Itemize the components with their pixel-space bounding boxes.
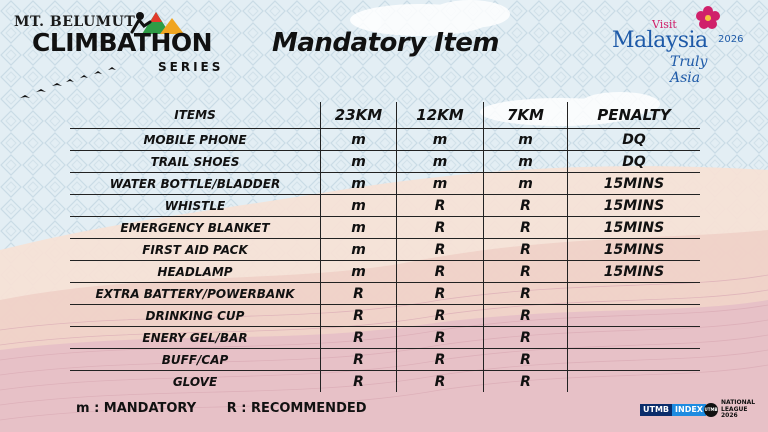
item-7km: m	[484, 129, 568, 151]
birds-icon	[16, 64, 136, 104]
table-row	[70, 129, 700, 151]
item-penalty	[568, 371, 701, 393]
item-penalty: DQ	[568, 151, 701, 173]
item-23km: m	[321, 261, 397, 283]
visit-logo-line2: Malaysia	[612, 28, 708, 53]
item-7km: R	[484, 371, 568, 393]
item-12km: m	[397, 129, 484, 151]
item-name: GLOVE	[70, 371, 321, 393]
visit-malaysia-logo	[604, 4, 744, 86]
utmb-logo-text: UTMB	[640, 404, 672, 416]
nl-line3: 2026	[721, 412, 738, 419]
table-row	[70, 305, 700, 327]
item-7km: R	[484, 305, 568, 327]
item-penalty	[568, 305, 701, 327]
item-name: WATER BOTTLE/BLADDER	[70, 173, 321, 195]
item-7km: R	[484, 239, 568, 261]
header-7km: 7KM	[484, 102, 568, 129]
item-12km: R	[397, 305, 484, 327]
item-name: TRAIL SHOES	[70, 151, 321, 173]
table-row	[70, 327, 700, 349]
item-23km: m	[321, 239, 397, 261]
nl-line1: NATIONAL	[721, 399, 756, 406]
national-league-text	[721, 400, 755, 420]
item-23km: m	[321, 129, 397, 151]
table-header-row	[70, 102, 700, 129]
visit-logo-tagline: Truly Asia	[670, 54, 708, 86]
item-7km: R	[484, 195, 568, 217]
table-row	[70, 151, 700, 173]
item-penalty: DQ	[568, 129, 701, 151]
item-23km: m	[321, 217, 397, 239]
item-12km: R	[397, 239, 484, 261]
visit-logo-line1: Visit	[652, 18, 677, 31]
item-name: EMERGENCY BLANKET	[70, 217, 321, 239]
item-12km: R	[397, 261, 484, 283]
item-penalty: 15MINS	[568, 239, 701, 261]
event-logo	[8, 6, 238, 106]
header-12km: 12KM	[397, 102, 484, 129]
item-7km: m	[484, 173, 568, 195]
legend-recommended: R : RECOMMENDED	[226, 401, 367, 416]
legend-mandatory: m : MANDATORY	[76, 401, 197, 416]
item-penalty	[568, 283, 701, 305]
item-23km: m	[321, 173, 397, 195]
utmb-index-logo	[640, 404, 706, 416]
item-7km: R	[484, 283, 568, 305]
event-logo-line2: CLIMBATHON	[32, 28, 213, 57]
nl-line2: LEAGUE	[721, 405, 748, 413]
item-12km: R	[397, 371, 484, 393]
table-row	[70, 349, 700, 371]
item-23km: m	[321, 151, 397, 173]
table-row	[70, 283, 700, 305]
item-penalty: 15MINS	[568, 173, 701, 195]
table-row	[70, 173, 700, 195]
table-row	[70, 371, 700, 393]
item-12km: R	[397, 217, 484, 239]
item-7km: R	[484, 217, 568, 239]
item-penalty: 15MINS	[568, 261, 701, 283]
item-7km: m	[484, 151, 568, 173]
item-name: WHISTLE	[70, 195, 321, 217]
item-name: DRINKING CUP	[70, 305, 321, 327]
item-12km: R	[397, 349, 484, 371]
item-23km: m	[321, 195, 397, 217]
item-12km: R	[397, 283, 484, 305]
item-penalty: 15MINS	[568, 217, 701, 239]
item-name: HEADLAMP	[70, 261, 321, 283]
item-23km: R	[321, 327, 397, 349]
page-title: Mandatory Item	[272, 28, 500, 58]
item-penalty: 15MINS	[568, 195, 701, 217]
table-row	[70, 261, 700, 283]
national-league-badge: UTMB	[704, 403, 718, 417]
item-penalty	[568, 327, 701, 349]
table-row	[70, 239, 700, 261]
item-name: ENERY GEL/BAR	[70, 327, 321, 349]
index-logo-text: INDEX	[672, 404, 706, 416]
header-23km: 23KM	[321, 102, 397, 129]
legend	[76, 401, 367, 416]
item-7km: R	[484, 349, 568, 371]
header-items: ITEMS	[174, 108, 216, 122]
mandatory-items-table	[70, 102, 700, 392]
item-12km: R	[397, 327, 484, 349]
event-logo-line1: MT. BELUMUT	[14, 14, 136, 30]
item-penalty	[568, 349, 701, 371]
item-name: MOBILE PHONE	[70, 129, 321, 151]
national-league-logo	[704, 400, 755, 420]
visit-logo-year: 2026	[718, 34, 744, 45]
table-row	[70, 217, 700, 239]
item-7km: R	[484, 261, 568, 283]
item-name: EXTRA BATTERY/POWERBANK	[70, 283, 321, 305]
item-name: BUFF/CAP	[70, 349, 321, 371]
item-12km: R	[397, 195, 484, 217]
item-12km: m	[397, 151, 484, 173]
header-penalty: PENALTY	[568, 102, 701, 129]
item-7km: R	[484, 327, 568, 349]
item-23km: R	[321, 283, 397, 305]
item-name: FIRST AID PACK	[70, 239, 321, 261]
item-23km: R	[321, 349, 397, 371]
item-12km: m	[397, 173, 484, 195]
item-23km: R	[321, 371, 397, 393]
item-23km: R	[321, 305, 397, 327]
event-logo-line3: SERIES	[158, 60, 224, 74]
table-row	[70, 195, 700, 217]
